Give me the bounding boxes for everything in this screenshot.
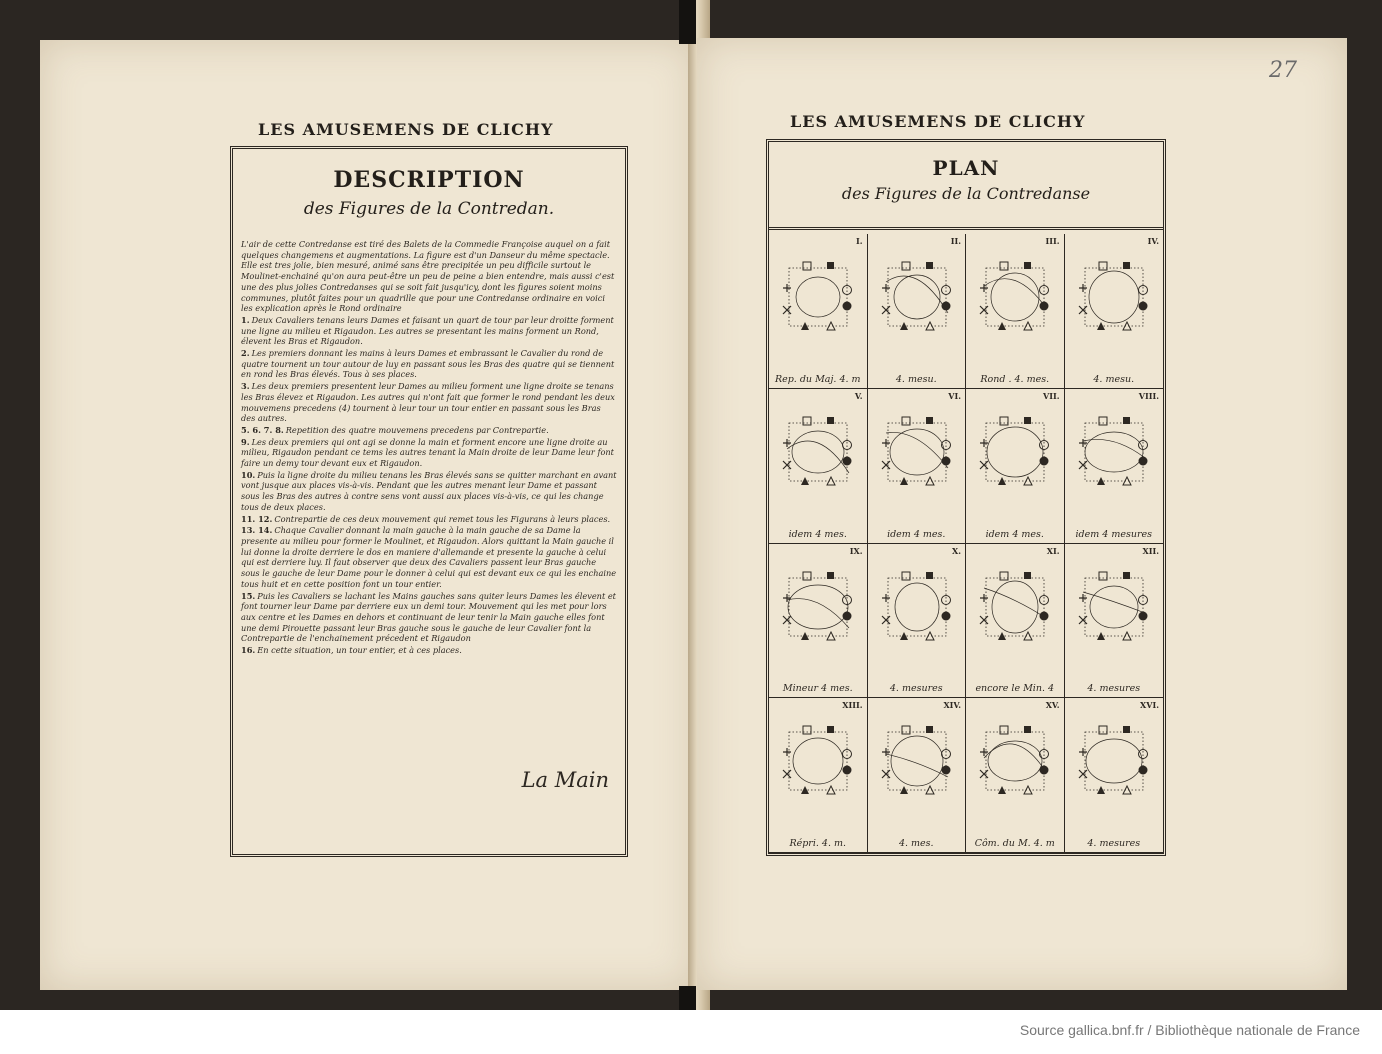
folio-number: 27 bbox=[1269, 58, 1297, 83]
source-credit: Source gallica.bnf.fr / Bibliothèque nationale de France bbox=[1019, 1022, 1360, 1038]
paragraph-text: Deux Cavaliers tenans leurs Dames et faisant un quart de tour par leur droitte forment une ligne au milieu et Rigaudon. Les autres se presentant les mains forment un Rond, élevent les Bras et Rigaudon. bbox=[241, 314, 614, 347]
description-text bbox=[241, 239, 617, 657]
path-curve bbox=[796, 277, 840, 317]
dancer-square-open bbox=[1000, 572, 1008, 580]
dancer-circle-filled bbox=[1040, 766, 1049, 775]
path-curve bbox=[788, 585, 848, 629]
plan-subtitle: des Figures de la Contredanse bbox=[841, 184, 1091, 203]
figure-diagram bbox=[874, 403, 960, 503]
dancer-square-filled bbox=[1024, 726, 1031, 733]
path-curve bbox=[1083, 439, 1145, 458]
plan-frame bbox=[766, 139, 1166, 856]
figure-number: XIII. bbox=[842, 700, 863, 711]
dancer-cross-x bbox=[783, 306, 791, 314]
dancer-cross-plus bbox=[783, 594, 791, 602]
path-curve bbox=[1090, 586, 1138, 628]
dancer-circle-open bbox=[941, 595, 950, 604]
dancer-circle-open bbox=[1040, 440, 1049, 449]
dancer-circle-open bbox=[1040, 750, 1049, 759]
description-paragraph bbox=[241, 425, 617, 436]
description-paragraph bbox=[241, 470, 617, 513]
dancer-circle-open bbox=[1040, 286, 1049, 295]
dancer-circle-filled bbox=[1040, 611, 1049, 620]
dancer-cross-x bbox=[980, 770, 988, 778]
dancer-triangle-open bbox=[1123, 322, 1131, 330]
dancer-triangle-open bbox=[1024, 786, 1032, 794]
figure-cell bbox=[769, 389, 868, 544]
dancer-circle-open bbox=[1138, 595, 1147, 604]
figure-caption: idem 4 mes. bbox=[788, 528, 847, 540]
path-curve bbox=[984, 279, 1046, 308]
dancer-square-outline bbox=[789, 423, 847, 481]
dancer-circle-filled bbox=[1138, 766, 1147, 775]
dancer-square-open bbox=[1000, 262, 1008, 270]
description-paragraph bbox=[241, 315, 617, 347]
description-paragraph bbox=[241, 525, 617, 589]
paragraph-number: 3. bbox=[241, 381, 250, 392]
dancer-square-filled bbox=[926, 262, 933, 269]
figure-diagram bbox=[972, 403, 1058, 503]
figure-diagram bbox=[1071, 712, 1157, 812]
dancer-triangle-open bbox=[1024, 322, 1032, 330]
right-running-head: LES AMUSEMENS DE CLICHY bbox=[790, 112, 1086, 131]
figure-number: II. bbox=[950, 236, 961, 246]
dancer-circle-open bbox=[941, 286, 950, 295]
dancer-circle-filled bbox=[941, 766, 950, 775]
dancer-square-open bbox=[803, 417, 811, 425]
dancer-circle-filled bbox=[843, 302, 852, 311]
dancer-square-outline bbox=[986, 423, 1044, 481]
dancer-circle-open bbox=[941, 750, 950, 759]
dancer-triangle-open bbox=[827, 322, 835, 330]
path-curve bbox=[787, 598, 849, 627]
dancer-square-open bbox=[1000, 726, 1008, 734]
dancer-cross-x bbox=[783, 770, 791, 778]
dancer-triangle-open bbox=[827, 632, 835, 640]
figure-diagram bbox=[874, 558, 960, 658]
figure-diagram bbox=[1071, 403, 1157, 503]
dancer-square-filled bbox=[1024, 572, 1031, 579]
left-page bbox=[40, 40, 695, 990]
dancer-square-open bbox=[902, 726, 910, 734]
dancer-square-filled bbox=[1024, 262, 1031, 269]
dancer-square-open bbox=[1099, 417, 1107, 425]
figure-cell bbox=[1065, 234, 1164, 389]
figure-cell bbox=[966, 389, 1065, 544]
dancer-circle-open bbox=[843, 750, 852, 759]
dancer-cross-x bbox=[783, 616, 791, 624]
dancer-circle-filled bbox=[1138, 611, 1147, 620]
path-curve bbox=[1086, 739, 1142, 783]
dancer-cross-x bbox=[1079, 616, 1087, 624]
plan-title: PLAN bbox=[932, 156, 1000, 180]
dancer-circle-filled bbox=[941, 456, 950, 465]
dancer-circle-filled bbox=[843, 456, 852, 465]
dancer-triangle-open bbox=[1024, 477, 1032, 485]
dancer-cross-plus bbox=[1079, 748, 1087, 756]
paragraph-text: L'air de cette Contredanse est tiré des Balets de la Commedie Françoise auquel on a fait quelques changemens et augmentations. La figure est d'un Danseur du même spectacle. Elle est tres jolie, bien mesuré, animé sans être precipitée un peu difficile surtout le Moulinet-enchainé qu'on aura peut-être un peu de peine a bien entendre, mais aussi c'est une des plus jolies Contredanses qui se soit fait jusqu'icy, dont les figures soient moins communes, plutôt faites pour un quadrille que pour une Contredanse ordinaire en voici les explication après le Rond ordinaire bbox=[241, 239, 615, 314]
dancer-circle-filled bbox=[1040, 456, 1049, 465]
paragraph-text: Puis la ligne droite du milieu tenans les Bras élevés sans se quitter marchant en avant vont jusque aux places vis-à-vis. Pendant que les autres menant leur Dame et passant sous les Bras des autres à contre sens vont aussi aux places vis-à-vis, ce qui les change tous de deux places. bbox=[241, 469, 617, 512]
dancer-square-filled bbox=[1123, 262, 1130, 269]
path-curve bbox=[1089, 271, 1139, 323]
dancer-cross-x bbox=[882, 770, 890, 778]
path-curve bbox=[793, 738, 843, 784]
figure-diagram bbox=[874, 712, 960, 812]
figure-diagram bbox=[1071, 558, 1157, 658]
figure-cell bbox=[868, 389, 967, 544]
description-paragraph bbox=[241, 239, 617, 314]
path-curve bbox=[987, 427, 1043, 477]
dancer-cross-x bbox=[980, 616, 988, 624]
paragraph-text: Les deux premiers presentent leur Dames au milieu forment une ligne droite se tenans les Bras élevez et Rigaudon. Les autres qui n'ont fait que former le rond pendant les deux mouvemens precedens (4) tournent à leur tour un tour entier en passant sous les Bras des autres. bbox=[241, 381, 615, 424]
dancer-square-outline bbox=[888, 732, 946, 790]
right-page bbox=[697, 38, 1347, 990]
path-curve bbox=[894, 275, 940, 319]
description-paragraph bbox=[241, 514, 617, 525]
figure-number: V. bbox=[854, 390, 863, 401]
path-curve bbox=[992, 581, 1038, 633]
dancer-square-open bbox=[902, 262, 910, 270]
figure-diagram bbox=[972, 558, 1058, 658]
dancer-square-open bbox=[902, 417, 910, 425]
paragraph-number: 10. bbox=[241, 469, 256, 480]
dancer-square-outline bbox=[986, 578, 1044, 636]
figure-cell bbox=[966, 234, 1065, 389]
figure-caption: Rep. du Maj. 4. m bbox=[774, 373, 861, 385]
figure-cell bbox=[769, 698, 868, 853]
figure-caption: 4. mesures bbox=[1087, 838, 1141, 849]
dancer-cross-x bbox=[882, 306, 890, 314]
dancer-cross-plus bbox=[1079, 594, 1087, 602]
dancer-circle-filled bbox=[843, 766, 852, 775]
paragraph-number: 16. bbox=[241, 645, 256, 656]
figure-caption: Rond . 4. mes. bbox=[980, 373, 1050, 385]
dancer-circle-filled bbox=[1138, 456, 1147, 465]
paragraph-number: 9. bbox=[241, 436, 250, 447]
dancer-square-outline bbox=[888, 578, 946, 636]
dancer-square-filled bbox=[926, 572, 933, 579]
description-frame bbox=[230, 146, 628, 857]
figure-caption: 4. mes. bbox=[898, 838, 934, 849]
dancer-cross-plus bbox=[1079, 284, 1087, 292]
dancer-triangle-open bbox=[926, 786, 934, 794]
figure-number: IV. bbox=[1147, 236, 1159, 246]
description-title: DESCRIPTION bbox=[333, 167, 525, 193]
dancer-square-open bbox=[1099, 572, 1107, 580]
figure-number: IX. bbox=[849, 545, 863, 556]
dancer-cross-plus bbox=[882, 284, 890, 292]
path-curve bbox=[895, 583, 939, 631]
figure-caption: Côm. du M. 4. m bbox=[974, 838, 1055, 849]
description-paragraph bbox=[241, 437, 617, 469]
paragraph-text: Les deux premiers qui ont agi se donne la main et forment encore une ligne droite au milieu, Rigaudon pendant ce tems les autres tenant la Main droite de leur Dame leur font faire un demy tour devant eux et Rigaudon. bbox=[241, 436, 614, 469]
dancer-triangle-open bbox=[827, 477, 835, 485]
paragraph-number: 13. 14. bbox=[241, 525, 273, 536]
figure-diagram bbox=[775, 712, 861, 812]
figure-caption: Mineur 4 mes. bbox=[782, 683, 853, 695]
dancer-cross-plus bbox=[783, 439, 791, 447]
dancer-circle-open bbox=[843, 440, 852, 449]
signature: La Main bbox=[521, 768, 609, 792]
dancer-square-open bbox=[803, 726, 811, 734]
figure-number: XI. bbox=[1046, 545, 1060, 556]
dancer-square-outline bbox=[986, 268, 1044, 326]
figures-grid bbox=[769, 234, 1163, 853]
figure-diagram bbox=[775, 403, 861, 503]
path-curve bbox=[891, 736, 943, 786]
figure-number: XVI. bbox=[1140, 700, 1159, 711]
path-curve bbox=[792, 431, 844, 473]
dancer-square-filled bbox=[926, 417, 933, 424]
figure-caption: 4. mesu. bbox=[1093, 373, 1135, 385]
dancer-square-filled bbox=[827, 262, 834, 269]
dancer-triangle-open bbox=[1024, 632, 1032, 640]
dancer-square-filled bbox=[1024, 417, 1031, 424]
path-curve bbox=[886, 754, 948, 777]
figure-caption: 4. mesu. bbox=[895, 373, 937, 385]
path-curve bbox=[787, 441, 849, 473]
plan-header bbox=[769, 142, 1163, 230]
dancer-square-open bbox=[1000, 417, 1008, 425]
dancer-square-outline bbox=[1085, 268, 1143, 326]
dancer-square-outline bbox=[1085, 578, 1143, 636]
dancer-square-filled bbox=[827, 417, 834, 424]
path-curve bbox=[984, 588, 1046, 618]
figure-cell bbox=[868, 698, 967, 853]
dancer-square-open bbox=[902, 572, 910, 580]
dancer-square-filled bbox=[1123, 417, 1130, 424]
dancer-cross-plus bbox=[783, 284, 791, 292]
figure-number: VI. bbox=[948, 390, 961, 401]
figure-cell bbox=[868, 234, 967, 389]
figure-caption: idem 4 mesures bbox=[1075, 528, 1152, 540]
paragraph-text: Puis les Cavaliers se lachant les Mains gauches sans quiter leurs Dames les élevent et font tourner leur Dame par derriere eux un demi tour. Mouvement qui les met pour lors aux centre et les Dames en dehors et continuant de leur tenir la Main gauche elles font une demi Pirouette passant leur Bras gauche sous le gauche de leur Cavalier font la Contrepartie de l'enchainement précedent et Rigaudon bbox=[241, 590, 616, 644]
dancer-cross-plus bbox=[882, 439, 890, 447]
dancer-cross-plus bbox=[783, 748, 791, 756]
left-running-head: LES AMUSEMENS DE CLICHY bbox=[258, 120, 554, 139]
description-paragraph bbox=[241, 381, 617, 424]
dancer-square-filled bbox=[1123, 572, 1130, 579]
figure-caption: 4. mesures bbox=[889, 683, 943, 695]
figure-diagram bbox=[874, 248, 960, 348]
dancer-triangle-open bbox=[926, 477, 934, 485]
figure-number: XII. bbox=[1142, 545, 1159, 556]
description-subtitle: des Figures de la Contredan. bbox=[303, 199, 555, 219]
paragraph-number: 5. 6. 7. 8. bbox=[241, 424, 284, 435]
figure-cell bbox=[868, 544, 967, 699]
dancer-square-outline bbox=[1085, 732, 1143, 790]
bookmark-ribbon-top bbox=[679, 0, 696, 44]
figure-cell bbox=[769, 544, 868, 699]
figure-number: X. bbox=[952, 545, 961, 556]
path-curve bbox=[1085, 432, 1143, 472]
paragraph-text: Les premiers donnant les mains à leurs Dames et embrassant le Cavalier du rond de quatre tournent un tour autour de luy en passant sous les Bras des quatre qui se tiennent en rond les Bras élevés. Tous à ses places. bbox=[241, 348, 615, 380]
dancer-square-filled bbox=[827, 726, 834, 733]
figure-number: III. bbox=[1045, 236, 1060, 246]
figure-caption: encore le Min. 4 bbox=[975, 683, 1055, 695]
figure-diagram bbox=[1071, 248, 1157, 348]
figure-number: VII. bbox=[1043, 390, 1060, 401]
dancer-cross-x bbox=[783, 461, 791, 469]
path-curve bbox=[890, 429, 944, 475]
dancer-circle-open bbox=[1040, 595, 1049, 604]
dancer-square-open bbox=[803, 262, 811, 270]
paragraph-number: 2. bbox=[241, 348, 250, 359]
dancer-triangle-open bbox=[1123, 786, 1131, 794]
dancer-circle-filled bbox=[1040, 302, 1049, 311]
dancer-cross-plus bbox=[980, 284, 988, 292]
paragraph-text: Contrepartie de ces deux mouvement qui remet tous les Figurans à leurs places. bbox=[274, 513, 611, 524]
figure-diagram bbox=[972, 712, 1058, 812]
paragraph-number: 11. 12. bbox=[241, 513, 273, 524]
figure-cell bbox=[966, 544, 1065, 699]
dancer-triangle-open bbox=[1123, 477, 1131, 485]
figure-cell bbox=[966, 698, 1065, 853]
description-paragraph bbox=[241, 591, 617, 645]
figure-number: XIV. bbox=[943, 700, 961, 711]
dancer-square-filled bbox=[1123, 726, 1130, 733]
figure-number: I. bbox=[855, 236, 863, 246]
dancer-triangle-open bbox=[1123, 632, 1131, 640]
figure-caption: 4. mesures bbox=[1087, 683, 1141, 695]
paragraph-text: En cette situation, un tour entier, et à ces places. bbox=[257, 645, 462, 656]
dancer-circle-open bbox=[843, 286, 852, 295]
dancer-triangle-open bbox=[926, 322, 934, 330]
figure-number: XV. bbox=[1045, 700, 1060, 711]
figure-caption: Répri. 4. m. bbox=[789, 838, 847, 849]
paragraph-number: 15. bbox=[241, 590, 256, 601]
figure-number: VIII. bbox=[1138, 390, 1159, 401]
paragraph-text: Repetition des quatre mouvemens precedens par Contrepartie. bbox=[285, 424, 549, 435]
figure-diagram bbox=[775, 558, 861, 658]
path-curve bbox=[988, 741, 1042, 781]
dancer-cross-x bbox=[882, 616, 890, 624]
dancer-square-open bbox=[803, 572, 811, 580]
figure-cell bbox=[769, 234, 868, 389]
path-curve bbox=[984, 744, 1046, 772]
figure-cell bbox=[1065, 544, 1164, 699]
dancer-circle-filled bbox=[1138, 302, 1147, 311]
dancer-square-open bbox=[1099, 262, 1107, 270]
figure-caption: idem 4 mes. bbox=[985, 528, 1044, 540]
dancer-square-filled bbox=[827, 572, 834, 579]
paragraph-text: Chaque Cavalier donnant la main gauche à la main gauche de sa Dame la presente au milieu pour former le Moulinet, et Rigaudon. Alors quittant la Main gauche il lui donne la droite derriere le dos en maniere d'allemande et presente la gauche à celui qui est derriere luy. Il faut observer que deux des Cavaliers passent leur Bras gauche sous le gauche de leur Dame pour le donner à celui qui est devant eux ce qui les enchaine tous huit et en cette position font un tour entier. bbox=[241, 525, 617, 589]
bookmark-ribbon-bottom bbox=[679, 986, 696, 1010]
dancer-square-outline bbox=[789, 578, 847, 636]
dancer-cross-x bbox=[1079, 461, 1087, 469]
dancer-square-filled bbox=[926, 726, 933, 733]
path-curve bbox=[1083, 592, 1145, 613]
figure-cell bbox=[1065, 698, 1164, 853]
figure-cell bbox=[1065, 389, 1164, 544]
dancer-cross-x bbox=[980, 306, 988, 314]
dancer-cross-plus bbox=[980, 439, 988, 447]
figure-caption: idem 4 mes. bbox=[887, 528, 946, 540]
dancer-circle-open bbox=[843, 595, 852, 604]
dancer-circle-open bbox=[1138, 286, 1147, 295]
dancer-cross-x bbox=[1079, 770, 1087, 778]
dancer-triangle-open bbox=[926, 632, 934, 640]
dancer-circle-open bbox=[1138, 750, 1147, 759]
dancer-circle-filled bbox=[941, 611, 950, 620]
path-curve bbox=[886, 276, 948, 313]
dancer-square-outline bbox=[888, 423, 946, 481]
dancer-cross-plus bbox=[980, 594, 988, 602]
description-paragraph bbox=[241, 348, 617, 380]
dancer-square-outline bbox=[789, 732, 847, 790]
dancer-circle-open bbox=[1138, 440, 1147, 449]
description-paragraph bbox=[241, 645, 617, 656]
dancer-cross-x bbox=[882, 461, 890, 469]
figure-diagram bbox=[775, 248, 861, 348]
dancer-cross-x bbox=[980, 461, 988, 469]
dancer-circle-filled bbox=[843, 611, 852, 620]
dancer-triangle-open bbox=[827, 786, 835, 794]
paragraph-number: 1. bbox=[241, 314, 250, 325]
dancer-cross-plus bbox=[882, 594, 890, 602]
dancer-circle-filled bbox=[941, 302, 950, 311]
dancer-square-open bbox=[1099, 726, 1107, 734]
figure-diagram bbox=[972, 248, 1058, 348]
dancer-cross-x bbox=[1079, 306, 1087, 314]
